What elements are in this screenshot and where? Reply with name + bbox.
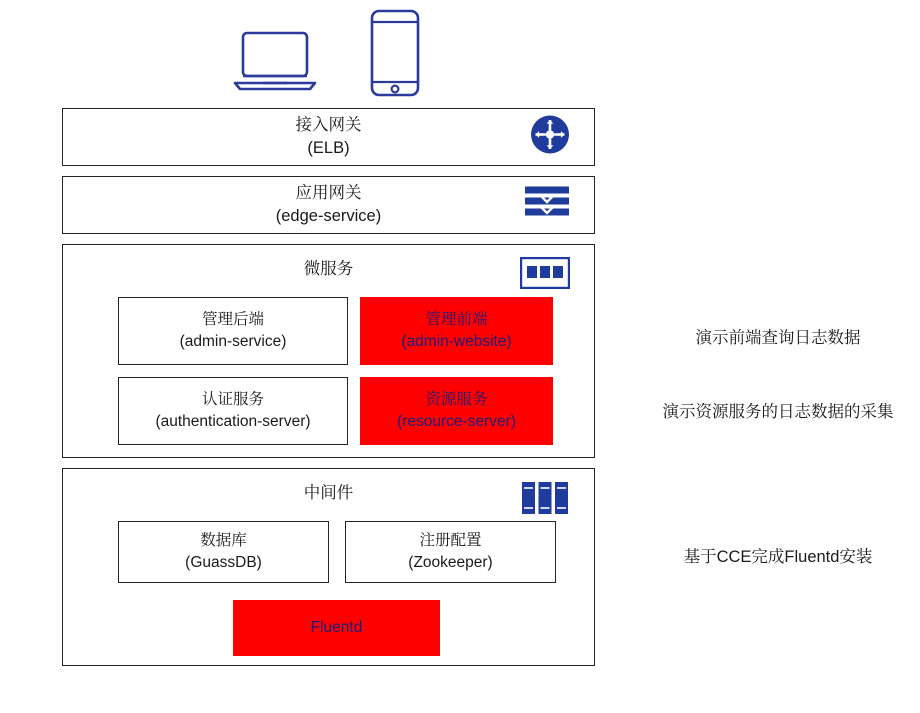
card-database-text <box>179 530 268 574</box>
card-admin-website-title-en: (admin-website) <box>401 333 512 350</box>
card-registry-config-title-en: (Zookeeper) <box>408 554 493 571</box>
elb-load-balancer-icon <box>530 115 570 160</box>
middleware-servers-icon <box>520 481 570 520</box>
card-database-title-en: (GuassDB) <box>185 554 262 571</box>
card-admin-service[interactable] <box>118 297 348 365</box>
card-registry-config-title-cn: 注册配置 <box>419 532 482 549</box>
application-gateway-title-en: (edge-service) <box>275 207 382 225</box>
card-admin-service-title-cn: 管理后端 <box>201 311 264 328</box>
annotation-cce-fluentd: 基于CCE完成Fluentd安装 <box>683 548 873 566</box>
annotation-resource-collect: 演示资源服务的日志数据的采集 <box>662 403 894 421</box>
card-database-title-cn: 数据库 <box>200 532 247 549</box>
application-gateway-title-cn: 应用网关 <box>295 183 362 202</box>
card-authentication-server-title-en: (authentication-server) <box>155 413 311 430</box>
card-resource-server-title-en: (resource-server) <box>397 413 516 430</box>
card-fluentd[interactable] <box>233 600 440 656</box>
card-resource-server-text <box>391 389 522 433</box>
card-database[interactable] <box>118 521 329 583</box>
card-resource-server[interactable] <box>360 377 553 445</box>
card-admin-service-title-en: (admin-service) <box>179 333 287 350</box>
card-fluentd-title: Fluentd <box>310 619 363 636</box>
middleware-group-title: 中间件 <box>303 484 354 502</box>
microservice-group-title: 微服务 <box>303 260 354 278</box>
application-gateway-label <box>276 182 381 229</box>
card-authentication-server-text <box>149 389 316 433</box>
client-devices <box>225 8 445 100</box>
card-authentication-server-title-cn: 认证服务 <box>201 391 264 408</box>
card-admin-website-title-cn: 管理前端 <box>425 311 488 328</box>
phone-icon <box>368 8 422 103</box>
laptop-icon <box>233 30 317 97</box>
microservice-group-box <box>62 244 595 458</box>
application-gateway-edge-box[interactable] <box>62 176 595 234</box>
access-gateway-title-cn: 接入网关 <box>295 115 362 134</box>
card-resource-server-title-cn: 资源服务 <box>425 391 488 408</box>
card-authentication-server[interactable] <box>118 377 348 445</box>
annotation-frontend-query: 演示前端查询日志数据 <box>695 329 861 347</box>
access-gateway-label <box>296 114 362 161</box>
access-gateway-elb-box[interactable] <box>62 108 595 166</box>
card-registry-config[interactable] <box>345 521 556 583</box>
access-gateway-title-en: (ELB) <box>307 139 350 157</box>
api-gateway-icon <box>524 185 570 226</box>
card-admin-website-text <box>395 309 517 353</box>
card-registry-config-text <box>402 530 498 574</box>
card-admin-website[interactable] <box>360 297 553 365</box>
card-fluentd-text <box>305 617 369 639</box>
microservice-grid-icon <box>520 257 570 294</box>
card-admin-service-text <box>174 309 293 353</box>
middleware-group-box <box>62 468 595 666</box>
